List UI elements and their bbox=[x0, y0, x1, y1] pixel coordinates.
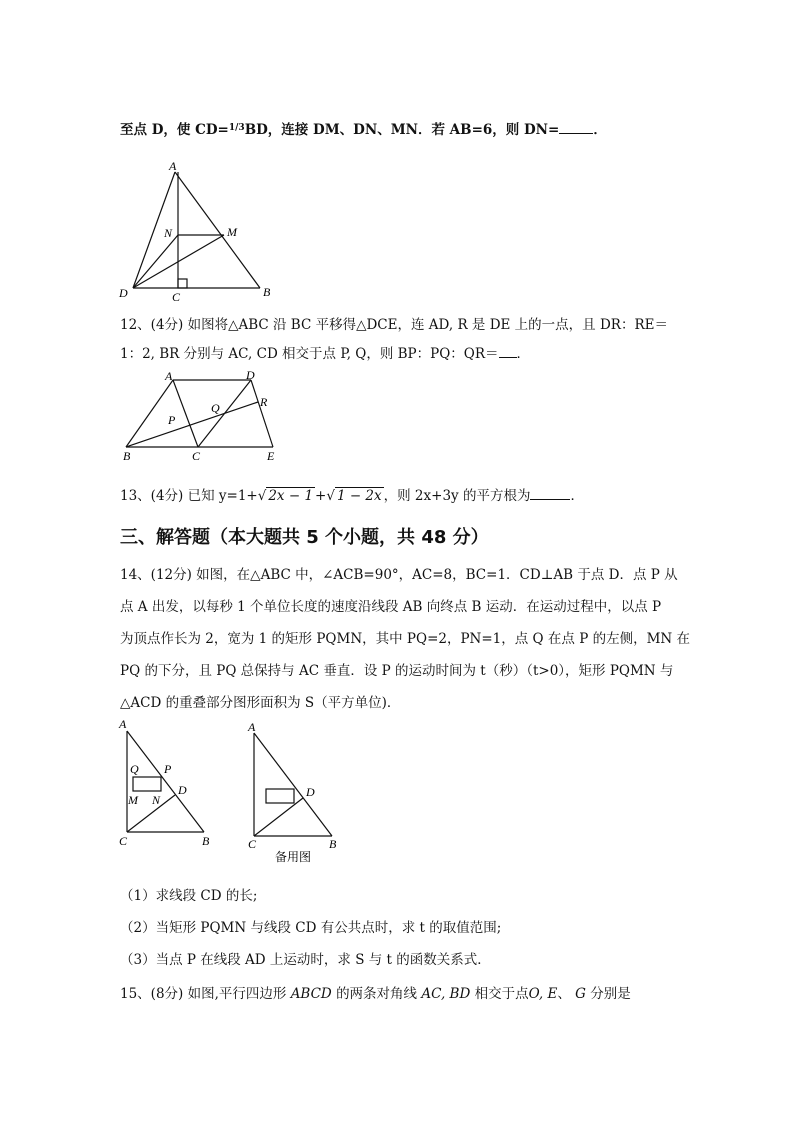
q11-line bbox=[120, 118, 607, 138]
fig3-label-m: M bbox=[128, 793, 138, 807]
q13-end: ． bbox=[570, 488, 584, 504]
q14-line-2: 点 A 出发，以每秒 1 个单位长度的速度沿线段 AB 向终点 B 运动．在运动过程中，以点 P bbox=[120, 599, 662, 615]
fig1-label-a: A bbox=[169, 159, 177, 173]
q15-text-1: 15、(8分) 如图,平行四边形 bbox=[120, 986, 287, 1002]
q15-text-5: 分别是 bbox=[590, 986, 631, 1002]
q15-g: G bbox=[575, 986, 586, 1002]
figure-2-parallelogram bbox=[118, 368, 293, 468]
q12-line-2 bbox=[120, 342, 530, 362]
q13-prefix: 13、(4分) 已知 y=1+ bbox=[120, 488, 258, 504]
q12-line-1: 12、(4分) 如图将△ABC 沿 BC 平移得△DCE，连 AD, R 是 DE 上的一点，且 DR：RE＝ bbox=[120, 317, 668, 333]
fig2-label-d: D bbox=[246, 368, 255, 382]
q14-line-1: 14、(12分) 如图，在△ABC 中，∠ACB=90°，AC=8，BC=1．CD⊥AB 于点 D．点 P 从 bbox=[120, 567, 678, 583]
q11-fraction: 1/3 bbox=[228, 123, 245, 133]
fig2-label-b: B bbox=[123, 449, 131, 463]
section-heading: 三、解答题（本大题共 5 个小题，共 48 分） bbox=[120, 527, 489, 548]
q14-sub-3: （3）当点 P 在线段 AD 上运动时，求 S 与 t 的函数关系式． bbox=[120, 952, 491, 968]
figure-4-spare bbox=[245, 720, 355, 865]
fig4-caption: 备用图 bbox=[275, 850, 312, 864]
fig2-label-r: R bbox=[260, 395, 268, 409]
q15-line bbox=[120, 982, 631, 1002]
fig2-label-c: C bbox=[192, 449, 201, 463]
q13-sqrt-1: 2x − 1 bbox=[268, 488, 314, 504]
q12-text: 1：2, BR 分别与 AC, CD 相交于点 P, Q，则 BP：PQ：QR＝ bbox=[120, 346, 499, 362]
fig4-label-b: B bbox=[329, 837, 337, 851]
q11-text-b: BD，连接 DM、DN、MN．若 AB=6，则 DN= bbox=[244, 122, 560, 138]
fig3-label-a: A bbox=[119, 717, 127, 731]
fig4-label-a: A bbox=[248, 720, 256, 734]
figure-3-triangle-rect bbox=[118, 718, 228, 853]
q14-line-3: 为顶点作长为 2，宽为 1 的矩形 PQMN，其中 PQ=2，PN=1，点 Q 在点 P 的左侧，MN 在 bbox=[120, 631, 691, 647]
fig1-label-c: C bbox=[172, 290, 181, 304]
q14-sub-2: （2）当矩形 PQMN 与线段 CD 有公共点时，求 t 的取值范围; bbox=[120, 920, 502, 936]
q15-oe: O, E bbox=[528, 986, 558, 1002]
q12-end: ． bbox=[516, 346, 531, 362]
q14-line-5: △ACD 的重叠部分图形面积为 S（平方单位)． bbox=[120, 695, 401, 711]
fig3-label-c: C bbox=[119, 834, 128, 848]
fig1-label-n: N bbox=[164, 226, 173, 240]
q15-text-3: 相交于点 bbox=[474, 986, 529, 1002]
fig2-label-q: Q bbox=[211, 401, 220, 415]
q15-text-2: 的两条对角线 bbox=[336, 986, 418, 1002]
fig3-label-b: B bbox=[202, 834, 210, 848]
figure-1-triangle bbox=[118, 160, 278, 305]
fig4-label-c: C bbox=[248, 837, 257, 851]
fig1-label-m: M bbox=[227, 225, 237, 239]
fig3-label-d: D bbox=[178, 783, 187, 797]
fig2-label-a: A bbox=[165, 369, 173, 383]
fig2-label-e: E bbox=[267, 449, 275, 463]
q15-acbd: AC, BD bbox=[421, 986, 471, 1002]
q15-abcd: ABCD bbox=[290, 986, 332, 1002]
fig1-label-b: B bbox=[263, 285, 271, 299]
fig3-label-q: Q bbox=[130, 762, 139, 776]
q15-text-4: 、 bbox=[557, 986, 571, 1002]
fig4-label-d: D bbox=[306, 785, 315, 799]
q13-answer-blank[interactable] bbox=[530, 487, 570, 500]
q11-end: ． bbox=[593, 122, 607, 138]
fig1-label-d: D bbox=[119, 286, 128, 300]
fig3-label-n: N bbox=[152, 793, 161, 807]
q13-line: 13、(4分) 已知 y=1+√ 2x − 1 +√ 1 − 2x ，则 2x+3y 的平方根为 ． bbox=[120, 488, 584, 504]
q11-answer-blank[interactable] bbox=[559, 121, 593, 134]
q13-suffix: ，则 2x+3y 的平方根为 bbox=[383, 488, 531, 504]
q13-sqrt-2: 1 − 2x bbox=[336, 488, 382, 504]
fig3-label-p: P bbox=[164, 762, 172, 776]
q14-sub-1: （1）求线段 CD 的长; bbox=[120, 888, 258, 904]
fig2-label-p: P bbox=[168, 413, 176, 427]
q14-line-4: PQ 的下分，且 PQ 总保持与 AC 垂直．设 P 的运动时间为 t（秒）（t>0），矩形 PQMN 与 bbox=[120, 663, 674, 679]
q13-plus: + bbox=[315, 488, 327, 504]
q11-text-a: 至点 D，使 CD= bbox=[120, 122, 229, 138]
q12-answer-blank[interactable] bbox=[499, 345, 517, 358]
